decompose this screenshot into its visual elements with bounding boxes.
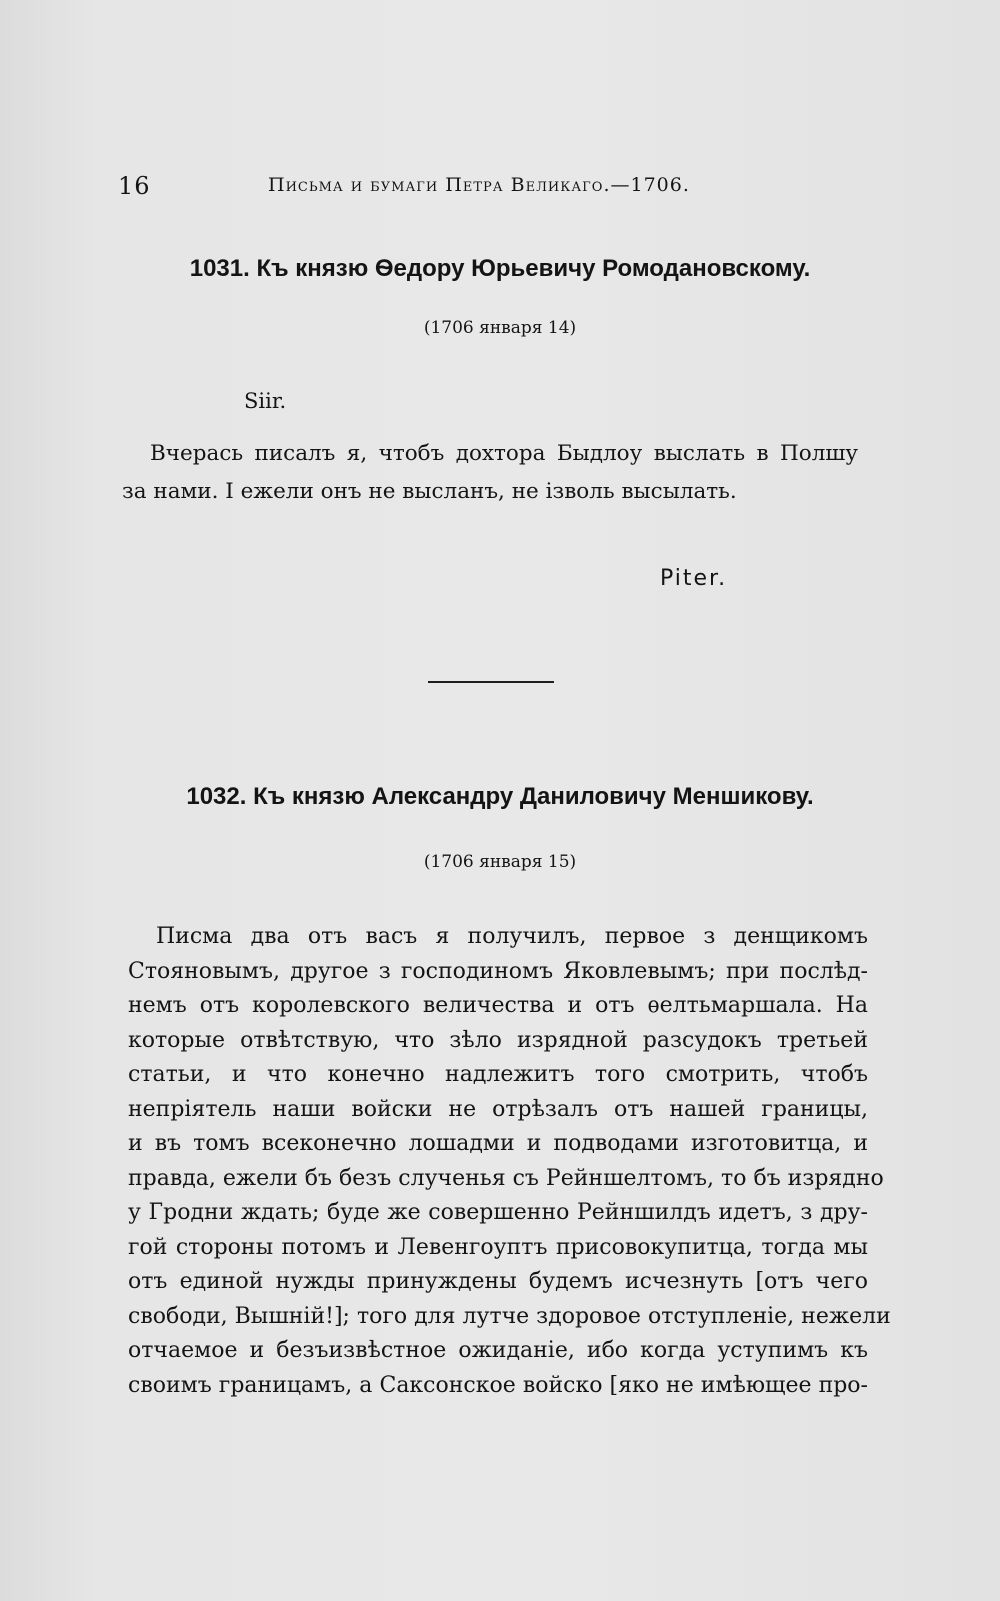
section-divider — [428, 681, 554, 683]
letter-1032-line: непрiятель наши войски не отрѣзалъ отъ нашей границы, — [128, 1096, 868, 1122]
letter-1032-line: своимъ границамъ, а Саксонское войско [яко не имѣющее про- — [128, 1372, 868, 1398]
running-title: Письма и бумаги Петра Великаго.—1706. — [268, 174, 690, 196]
letter-1031-heading: 1031. Къ князю Ѳедору Юрьевичу Ромодановскому. — [189, 255, 811, 282]
letter-1032-line: свободи, Вышнiй!]; того для лутче здоровое отступленiе, нежели — [128, 1303, 891, 1329]
letter-1032-line: правда, ежели бъ безъ слученья съ Рейншелтомъ, то бъ изрядно — [128, 1165, 884, 1191]
letter-1032-date: (1706 января 15) — [423, 852, 577, 872]
letter-1032-heading: 1032. Къ князю Александру Даниловичу Меншикову. — [186, 783, 814, 810]
letter-1032-line: немъ отъ королевского величества и отъ ѳелтьмаршала. На — [128, 993, 868, 1018]
letter-1032-line: статьи, и что конечно надлежитъ того смотрить, чтобъ — [128, 1062, 868, 1087]
letter-1032-line: отъ единой нужды принуждены будемъ исчезнуть [отъ чего — [128, 1269, 868, 1294]
letter-1031-line: Вчерась писалъ я, чтобъ дохтора Быдлоу выслать в Полшу — [150, 441, 858, 466]
letter-1031-signature: Piter. — [660, 566, 728, 591]
letter-1032-line: которые отвѣтствую, что зѣло изрядной разсудокъ третьей — [128, 1027, 868, 1053]
letter-1031-line: за нами. I ежели онъ не высланъ, не iзволь высылать. — [122, 479, 737, 504]
letter-1032-line: Писма два отъ васъ я получилъ, первое з денщикомъ — [156, 924, 868, 949]
letter-1032-body — [128, 920, 891, 1403]
page-header — [118, 172, 718, 208]
letter-1032-line: гой стороны потомъ и Левенгоуптъ присовокупитца, тогда мы — [128, 1234, 868, 1260]
letter-1032-line: Стояновымъ, другое з господиномъ Яковлевымъ; при послѣд- — [128, 958, 868, 984]
letter-1031-salutation: Siir. — [244, 389, 287, 413]
letter-1032-line: отчаемое и безъизвѣстное ожиданiе, ибо когда уступимъ къ — [128, 1338, 868, 1363]
letter-1032-line: у Гродни ждать; буде же совершенно Рейншилдъ идетъ, з дру- — [128, 1200, 868, 1225]
page-number: 16 — [118, 172, 151, 200]
letter-1032-line: и въ томъ всеконечно лошадми и подводами изготовитца, и — [128, 1131, 868, 1156]
letter-1031-date: (1706 января 14) — [423, 318, 577, 338]
